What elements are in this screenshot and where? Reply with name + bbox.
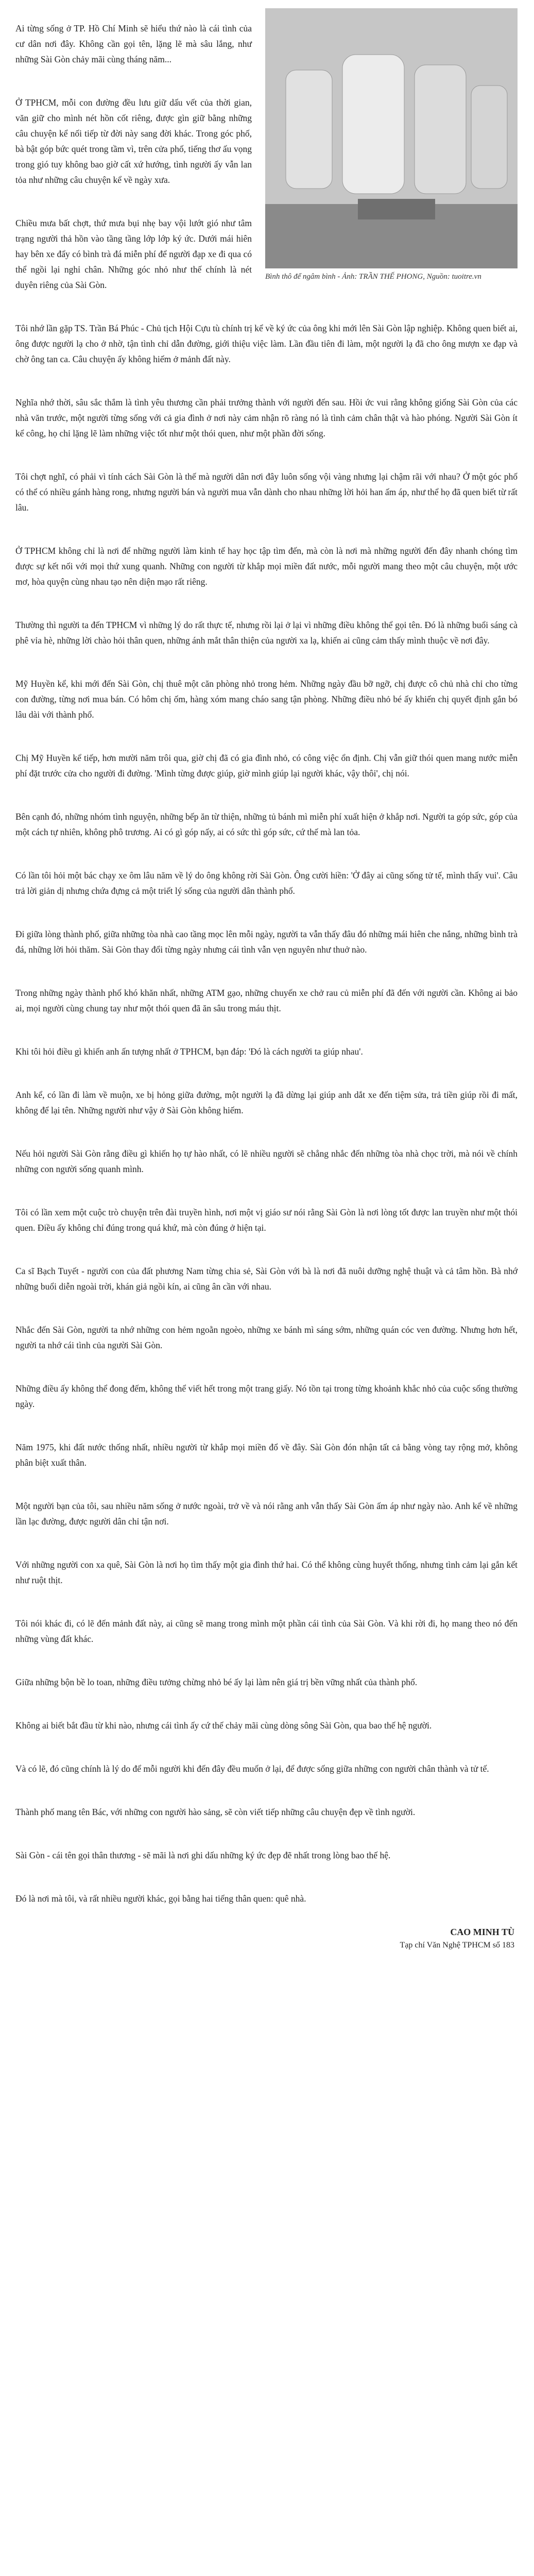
paragraph: Tôi nhớ lần gặp TS. Trần Bá Phúc - Chủ tịch Hội Cựu tù chính trị kể về ký ức của ông khi mới lên Sài Gòn lập nghiệp. Không quen biết ai, ông được người lạ cho ở nhờ, tận tình chỉ dẫn đường, giới thiệu việc làm. Lần đầu tiên đi làm, một người lạ đã cho ông mượn xe đạp và chờ ông tan ca. Câu chuyện ấy không hiếm ở mảnh đất này.: [15, 323, 518, 364]
paragraph: Đi giữa lòng thành phố, giữa những tòa nhà cao tầng mọc lên mỗi ngày, người ta vẫn thấy đâu đó những mái hiên che nắng, những bình trà đá, những lời hỏi thăm. Sài Gòn thay đổi từng ngày nhưng cái tình vẫn vẹn nguyên như thuở nào.: [15, 929, 518, 955]
paragraph: Giữa những bộn bề lo toan, những điều tưởng chừng nhỏ bé ấy lại làm nên giá trị bền vững nhất của thành phố.: [15, 1677, 418, 1687]
bottles-illustration: [265, 8, 518, 268]
paragraph: Trong những ngày thành phố khó khăn nhất, những ATM gạo, những chuyến xe chở rau củ miễn phí đã đến với người cần. Không ai bảo ai, mọi người cùng chung tay như một thói quen đã ăn sâu trong máu thịt.: [15, 988, 518, 1013]
paragraph: Tôi có lần xem một cuộc trò chuyện trên đài truyền hình, nơi một vị giáo sư nói rằng Sài Gòn là nơi lòng tốt được lan truyền như một thói quen. Điều ấy không chỉ đúng trong quá khứ, mà còn đúng ở hiện tại.: [15, 1207, 518, 1233]
paragraph: Không ai biết bắt đầu từ khi nào, nhưng cái tình ấy cứ thế chảy mãi cùng dòng sông Sài Gòn, qua bao thế hệ người.: [15, 1720, 432, 1731]
article-photo-block: [265, 8, 518, 281]
paragraph: Ở TPHCM, mỗi con đường đều lưu giữ dấu vết của thời gian, văn giữ cho mình nét hồn cốt riêng, được gìn giữ bằng những câu chuyện kể nối tiếp từ đời này sang đời khác. Trong góc phố, bà bật góp bức quét trong tầm vì, trên cửa phố, tiếng thơ ấu vọng trong gió tuy không bao giờ cất xứ hướng, tình người ấy vẫn lan tỏa như những câu chuyện kể về ngày xưa.: [15, 97, 252, 185]
paragraph: Sài Gòn - cái tên gọi thân thương - sẽ mãi là nơi ghi dấu những ký ức đẹp đẽ nhất trong lòng bao thế hệ.: [15, 1850, 391, 1860]
author-source: Tạp chí Văn Nghệ TPHCM số 183: [400, 1941, 514, 1950]
paragraph: Những điều ấy không thể đong đếm, không thể viết hết trong một trang giấy. Nó tồn tại trong từng khoảnh khắc nhỏ của cuộc sống thường ngày.: [15, 1383, 518, 1409]
paragraph: Bên cạnh đó, những nhóm tình nguyện, những bếp ăn từ thiện, những tủ bánh mì miễn phí xuất hiện ở khắp nơi. Người ta góp sức, góp của một cách tự nhiên, không phô trương. Ai có gì góp nấy, ai có sức thì góp sức, cứ thế mà lan tỏa.: [15, 811, 518, 837]
paragraph: Ai từng sống ở TP. Hồ Chí Minh sẽ hiểu thứ nào là cái tình của cư dân nơi đây. Không cần gọi tên, lặng lẽ mà sâu lắng, như những Sài Gòn chảy mãi cùng tháng năm...: [15, 23, 252, 64]
paragraph: Mỹ Huyền kể, khi mới đến Sài Gòn, chị thuê một căn phòng nhỏ trong hẻm. Những ngày đầu bỡ ngỡ, chị được cô chủ nhà chỉ cho từng con đường, từng nơi mua bán. Có hôm chị ốm, hàng xóm mang cháo sang tận phòng. Những điều nhỏ bé ấy khiến chị quyết định gắn bó lâu dài với thành phố.: [15, 679, 518, 720]
paragraph: Anh kể, có lần đi làm về muộn, xe bị hỏng giữa đường, một người lạ đã dừng lại giúp anh dắt xe đến tiệm sửa, trả tiền giúp rồi đi mất, không để lại tên. Những người như vậy ở Sài Gòn không hiếm.: [15, 1090, 518, 1115]
paragraph: Khi tôi hỏi điều gì khiến anh ấn tượng nhất ở TPHCM, bạn đáp: 'Đó là cách người ta giúp nhau'.: [15, 1046, 363, 1057]
paragraph: Nếu hỏi người Sài Gòn rằng điều gì khiến họ tự hào nhất, có lẽ nhiều người sẽ chẳng nhắc đến những tòa nhà chọc trời, mà nói về chính những con người sống quanh mình.: [15, 1148, 518, 1174]
paragraph: Ở TPHCM không chỉ là nơi để những người làm kinh tế hay học tập tìm đến, mà còn là nơi mà những người đến đây nhanh chóng tìm được sự kết nối với mọi thứ xung quanh. Những con người từ khắp mọi miền đất nước, mỗi người mang theo một câu chuyện, một ước mơ, hòa quyện cùng nhau tạo nên diện mạo rất riêng.: [15, 546, 518, 587]
paragraph: Tôi nói khác đi, có lẽ đến mảnh đất này, ai cũng sẽ mang trong mình một phần cái tình của Sài Gòn. Và khi rời đi, họ mang theo nó đến những vùng đất khác.: [15, 1618, 518, 1644]
paragraph: Tôi chợt nghĩ, có phải vì tính cách Sài Gòn là thế mà người dân nơi đây luôn sống vội vàng nhưng lại chậm rãi với nhau? Ở một góc phố có thể có nhiều gánh hàng rong, nhưng người bán và người mua vẫn dành cho nhau những lời hỏi han ấm áp, như thể họ đã quen biết từ rất lâu.: [15, 471, 518, 513]
paragraph: Nghĩa nhớ thời, sâu sắc thắm là tình yêu thương cần phải trưởng thành với người đến sau. Hồi ức vui rằng không giống Sài Gòn của các nhà văn trước, một người từng sống với cả gia đình ở nơi này cảm nhận rõ ràng nó là tình cảm chân thật và hào phóng. Người Sài Gòn ít kể công, họ chỉ lặng lẽ làm những việc tốt như một thói quen, như một phần đời sống.: [15, 397, 518, 438]
paragraph: Ca sĩ Bạch Tuyết - người con của đất phương Nam từng chia sẻ, Sài Gòn với bà là nơi đã nuôi dưỡng nghệ thuật và cả tâm hồn. Bà nhớ những buổi diễn ngoài trời, khán giả ngồi kín, ai cũng ân cần với nhau.: [15, 1266, 518, 1292]
paragraph: Thành phố mang tên Bác, với những con người hào sảng, sẽ còn viết tiếp những câu chuyện đẹp về tình người.: [15, 1807, 416, 1817]
paragraph: Một người bạn của tôi, sau nhiều năm sống ở nước ngoài, trở về và nói rằng anh vẫn thấy Sài Gòn ấm áp như ngày nào. Anh kể về những lần lạc đường, được người dân chỉ tận nơi.: [15, 1501, 518, 1527]
paragraph: Với những người con xa quê, Sài Gòn là nơi họ tìm thấy một gia đình thứ hai. Có thể không cùng huyết thống, nhưng tình cảm lại gắn kết như ruột thịt.: [15, 1560, 518, 1585]
photo-caption: Bình thô để ngâm bình - Ảnh: TRẦN THẾ PHONG, Nguồn: tuoitre.vn: [265, 273, 481, 281]
paragraph: Năm 1975, khi đất nước thống nhất, nhiều người từ khắp mọi miền đổ về đây. Sài Gòn đón nhận tất cả bằng vòng tay rộng mở, không phân biệt xuất thân.: [15, 1442, 518, 1468]
paragraph: Đó là nơi mà tôi, và rất nhiều người khác, gọi bằng hai tiếng thân quen: quê nhà.: [15, 1893, 306, 1904]
author-name: CAO MINH TÙ: [450, 1927, 514, 1937]
article-photo: [265, 8, 518, 268]
paragraph: Thường thì người ta đến TPHCM vì những lý do rất thực tế, nhưng rồi lại ở lại vì những điều không thể gọi tên. Đó là những buổi sáng cà phê vỉa hè, những lời chào hỏi thân quen, những ánh mắt thân thiện của người xa lạ, khiến ai cũng cảm thấy mình thuộc về nơi đây.: [15, 620, 518, 646]
paragraph: Chiều mưa bất chợt, thứ mưa bụi nhẹ bay vội lướt gió như tâm trạng người thả hồn vào tầng tầng lớp lớp ký ức. Dưới mái hiên hay bên xe đẩy có bình trà đá miễn phí để người đạp xe đi qua có thể ngồi lại nghỉ chân. Những góc nhỏ như thế chính là nét duyên riêng của Sài Gòn.: [15, 218, 252, 290]
paragraph: Nhắc đến Sài Gòn, người ta nhớ những con hẻm ngoằn ngoèo, những xe bánh mì sáng sớm, những quán cóc ven đường. Nhưng hơn hết, người ta nhớ cái tình của người Sài Gòn.: [15, 1325, 518, 1350]
paragraph: Và có lẽ, đó cũng chính là lý do để mỗi người khi đến đây đều muốn ở lại, để được sống giữa những con người chân thành và tử tế.: [15, 1764, 489, 1774]
paragraph: Có lần tôi hỏi một bác chạy xe ôm lâu năm về lý do ông không rời Sài Gòn. Ông cười hiền: 'Ở đây ai cũng sống tử tế, mình thấy vui'. Câu trả lời giản dị nhưng chứa đựng cả một triết lý sống của người dân thành phố.: [15, 870, 518, 896]
paragraph: Chị Mỹ Huyền kể tiếp, hơn mười năm trôi qua, giờ chị đã có gia đình nhỏ, có công việc ổn định. Chị vẫn giữ thói quen mang nước miễn phí đặt trước cửa cho người đi đường. 'Mình từng được giúp, giờ mình giúp lại người khác, vậy thôi', chị nói.: [15, 753, 518, 778]
